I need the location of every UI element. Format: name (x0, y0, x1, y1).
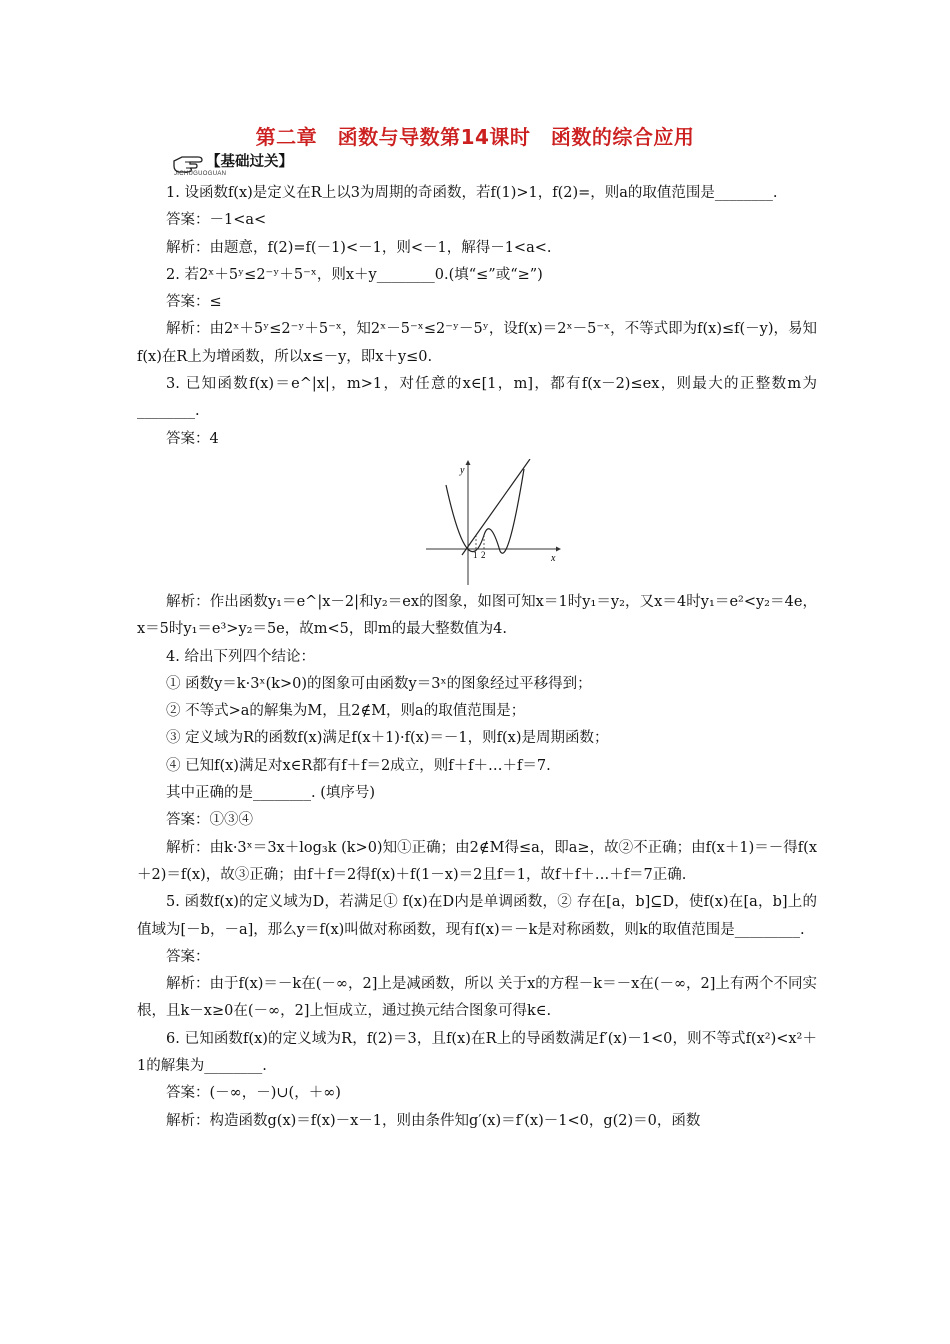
page-title: 第二章 函数与导数第14课时 函数的综合应用 (255, 125, 695, 149)
question-4: 4. 给出下列四个结论： (166, 648, 315, 665)
tick-label-1: 1 (473, 549, 478, 560)
answer-4: 答案：①③④ (166, 812, 253, 829)
statement-4: ④ 已知f(x)满足对x∈R都有f＋f＝2成立，则f＋f＋…＋f＝7. (166, 757, 551, 774)
analysis-6: 解析：构造函数g(x)＝f(x)－x－1，则由条件知g′(x)＝f′(x)－1<0，g(2)＝0，函数 (166, 1112, 701, 1129)
section-pinyin: JICHUGUOGUAN (174, 171, 227, 177)
answer-6: 答案：(－∞，－)∪(，＋∞) (166, 1085, 341, 1102)
question-6: 6. 已知函数f(x)的定义域为R，f(2)＝3，且f(x)在R上的导函数满足f′(x)－1<0，则不等式f(x²)<x²＋1的解集为________. (137, 1030, 817, 1075)
y-axis-label: y (460, 464, 465, 476)
question-2: 2. 若2ˣ＋5ʸ≤2⁻ʸ＋5⁻ˣ，则x＋y________0.(填“≤”或“≥”) (166, 266, 543, 283)
statement-1: ① 函数y＝k·3ˣ(k>0)的图象可由函数y＝3ˣ的图象经过平移得到； (166, 675, 592, 692)
x-axis-label: x (551, 552, 556, 564)
answer-3: 答案：4 (166, 430, 219, 447)
analysis-5: 解析：由于f(x)＝－k在(－∞，2]上是减函数，所以 关于x的方程－k＝－x在(－∞，2]上有两个不同实根，且k－x≥0在(－∞，2]上恒成立，通过换元结合图象可得k∈. (137, 976, 817, 1020)
question-4-prompt: 其中正确的是________. (填序号) (166, 785, 376, 802)
curve-y1 (446, 469, 524, 553)
answer-1: 答案：－1<a< (166, 212, 267, 229)
tick-label-2: 2 (481, 549, 486, 560)
analysis-3: 解析：作出函数y₁＝e^|x－2|和y₂＝ex的图象，如图可知x＝1时y₁＝y₂，又x＝4时y₁＝e²<y₂＝4e，x＝5时y₁＝e³>y₂＝5e，故m<5，即m的最大整数值为4. (137, 593, 817, 638)
statement-3: ③ 定义域为R的函数f(x)满足f(x＋1)·f(x)＝－1，则f(x)是周期函数； (166, 730, 609, 747)
y-axis-arrow (466, 460, 471, 465)
analysis-2: 解析：由2ˣ＋5ʸ≤2⁻ʸ＋5⁻ˣ，知2ˣ－5⁻ˣ≤2⁻ʸ－5ʸ，设f(x)＝2ˣ－5⁻ˣ，不等式即为f(x)≤f(－y)，易知f(x)在R上为增函数，所以x≤－y，即x＋y≤0. (137, 321, 817, 365)
question-5: 5. 函数f(x)的定义域为D，若满足① f(x)在D内是单调函数，② 存在[a，b]⊆D，使f(x)在[a，b]上的值域为[－b，－a]，那么y＝f(x)叫做对称函数，现有f(x)＝－k是对称函数，则k的取值范围是_________. (137, 894, 817, 938)
section-header (170, 150, 330, 182)
answer-2: 答案：≤ (166, 294, 222, 311)
section-label: 【基础过关】 (206, 154, 293, 170)
document-body (137, 180, 817, 1135)
analysis-1: 解析：由题意，f(2)=f(－1)<－1，则<－1，解得－1<a<. (166, 239, 552, 256)
question-3: 3. 已知函数f(x)＝e^|x|，m>1，对任意的x∈[1，m]，都有f(x－2)≤ex，则最大的正整数m为________. (137, 376, 817, 420)
function-graph-figure (424, 459, 564, 589)
analysis-4: 解析：由k·3ˣ＝3x＋log₃k (k>0)知①正确；由2∉M得≤a，即a≥，故②不正确；由f(x＋1)＝－得f(x＋2)＝f(x)，故③正确；由f＋f＝2得f(x)＋f(1－x)＝2且f＝1，故f＋f＋…＋f＝7正确. (137, 839, 817, 883)
statement-2: ② 不等式>a的解集为M，且2∉M，则a的取值范围是； (166, 703, 526, 720)
x-axis-arrow (556, 546, 561, 551)
answer-5: 答案： (166, 948, 210, 965)
question-1: 1. 设函数f(x)是定义在R上以3为周期的奇函数，若f(1)>1，f(2)=，则a的取值范围是________. (166, 185, 778, 201)
